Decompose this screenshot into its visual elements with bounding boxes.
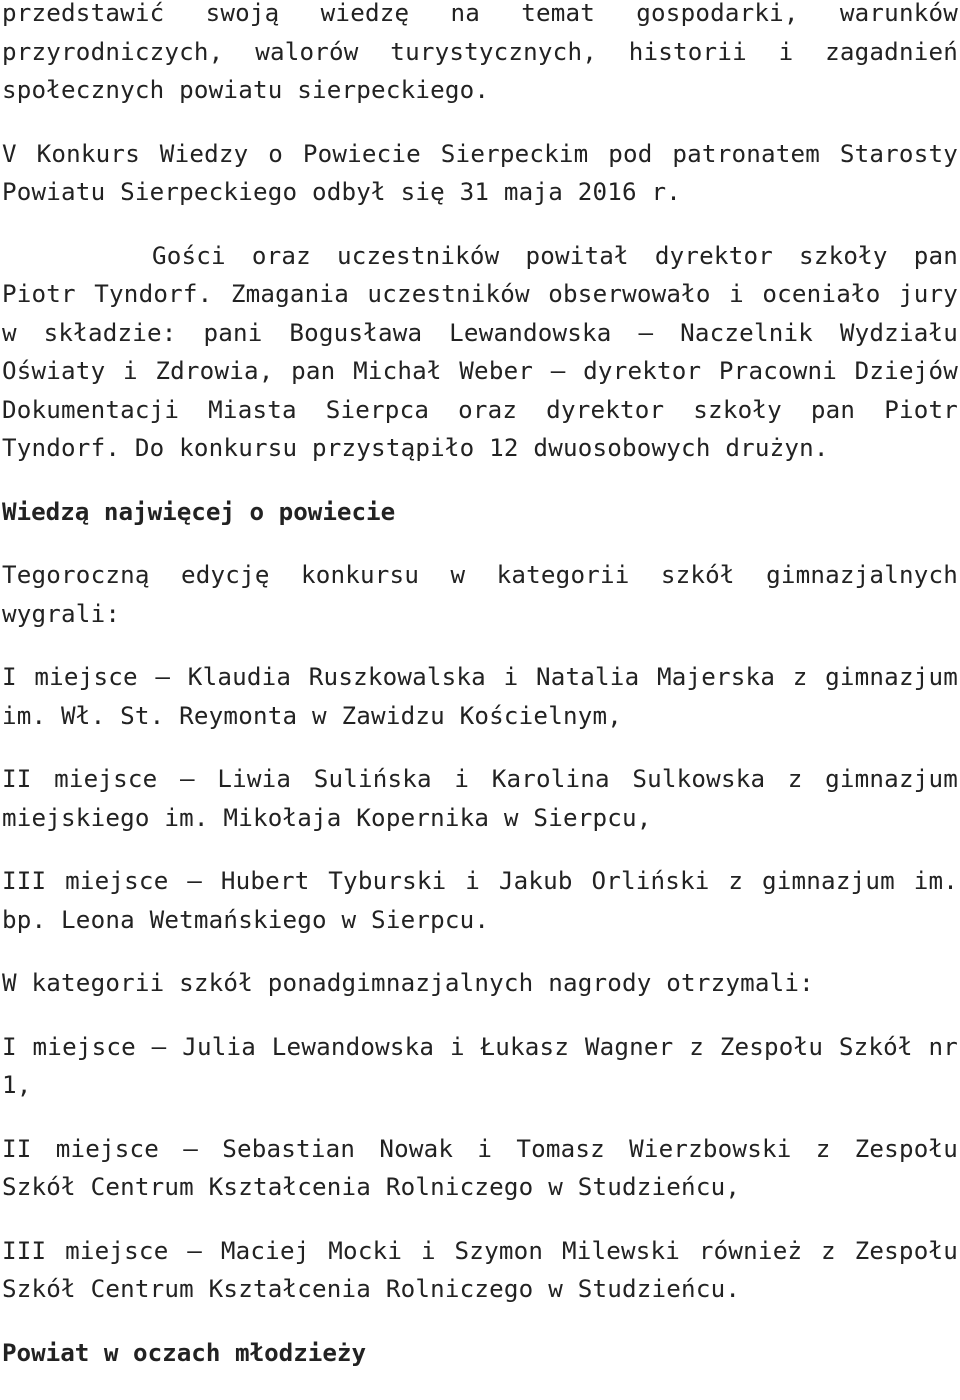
section-heading-youth: Powiat w oczach młodzieży xyxy=(2,1338,367,1367)
result-gymnasium-second: II miejsce – Liwia Sulińska i Karolina Sulkowska z gimnazjum miejskiego im. Mikołaja Kopernika w Sierpcu, xyxy=(2,765,958,832)
result-secondary-first: I miejsce – Julia Lewandowska i Łukasz Wagner z Zespołu Szkół nr 1, xyxy=(2,1032,958,1099)
paragraph-intro-continuation: przedstawić swoją wiedzę na temat gospodarki, warunków przyrodniczych, walorów turystycznych, historii i zagadnień społecznych powiatu sierpeckiego. xyxy=(2,0,958,104)
result-secondary-second: II miejsce – Sebastian Nowak i Tomasz Wierzbowski z Zespołu Szkół Centrum Kształcenia Rolniczego w Studzieńcu, xyxy=(2,1134,958,1201)
article-body xyxy=(2,0,958,1372)
paragraph-secondary-intro: W kategorii szkół ponadgimnazjalnych nagrody otrzymali: xyxy=(2,969,814,997)
section-heading-winners: Wiedzą najwięcej o powiecie xyxy=(2,497,396,526)
paragraph-gymnasium-intro: Tegoroczną edycję konkursu w kategorii szkół gimnazjalnych wygrali: xyxy=(2,561,958,628)
paragraph-jury: Gości oraz uczestników powitał dyrektor szkoły pan Piotr Tyndorf. Zmagania uczestników obserwowało i oceniało jury w składzie: pani Bogusława Lewandowska – Naczelnik Wydziału Oświaty i Zdrowia, pan Michał Weber – dyrektor Pracowni Dziejów Dokumentacji Miasta Sierpca oraz dyrektor szkoły pan Piotr Tyndorf. Do konkursu przystąpiło 12 dwuosobowych drużyn. xyxy=(2,241,958,462)
result-gymnasium-first: I miejsce – Klaudia Ruszkowalska i Natalia Majerska z gimnazjum im. Wł. St. Reymonta w Zawidzu Kościelnym, xyxy=(2,663,958,730)
result-secondary-third: III miejsce – Maciej Mocki i Szymon Milewski również z Zespołu Szkół Centrum Kształcenia Rolniczego w Studzieńcu. xyxy=(2,1236,958,1303)
result-gymnasium-third: III miejsce – Hubert Tyburski i Jakub Orliński z gimnazjum im. bp. Leona Wetmańskiego w Sierpcu. xyxy=(2,867,958,934)
paragraph-contest-date: V Konkurs Wiedzy o Powiecie Sierpeckim pod patronatem Starosty Powiatu Sierpeckiego odbył się 31 maja 2016 r. xyxy=(2,139,958,206)
